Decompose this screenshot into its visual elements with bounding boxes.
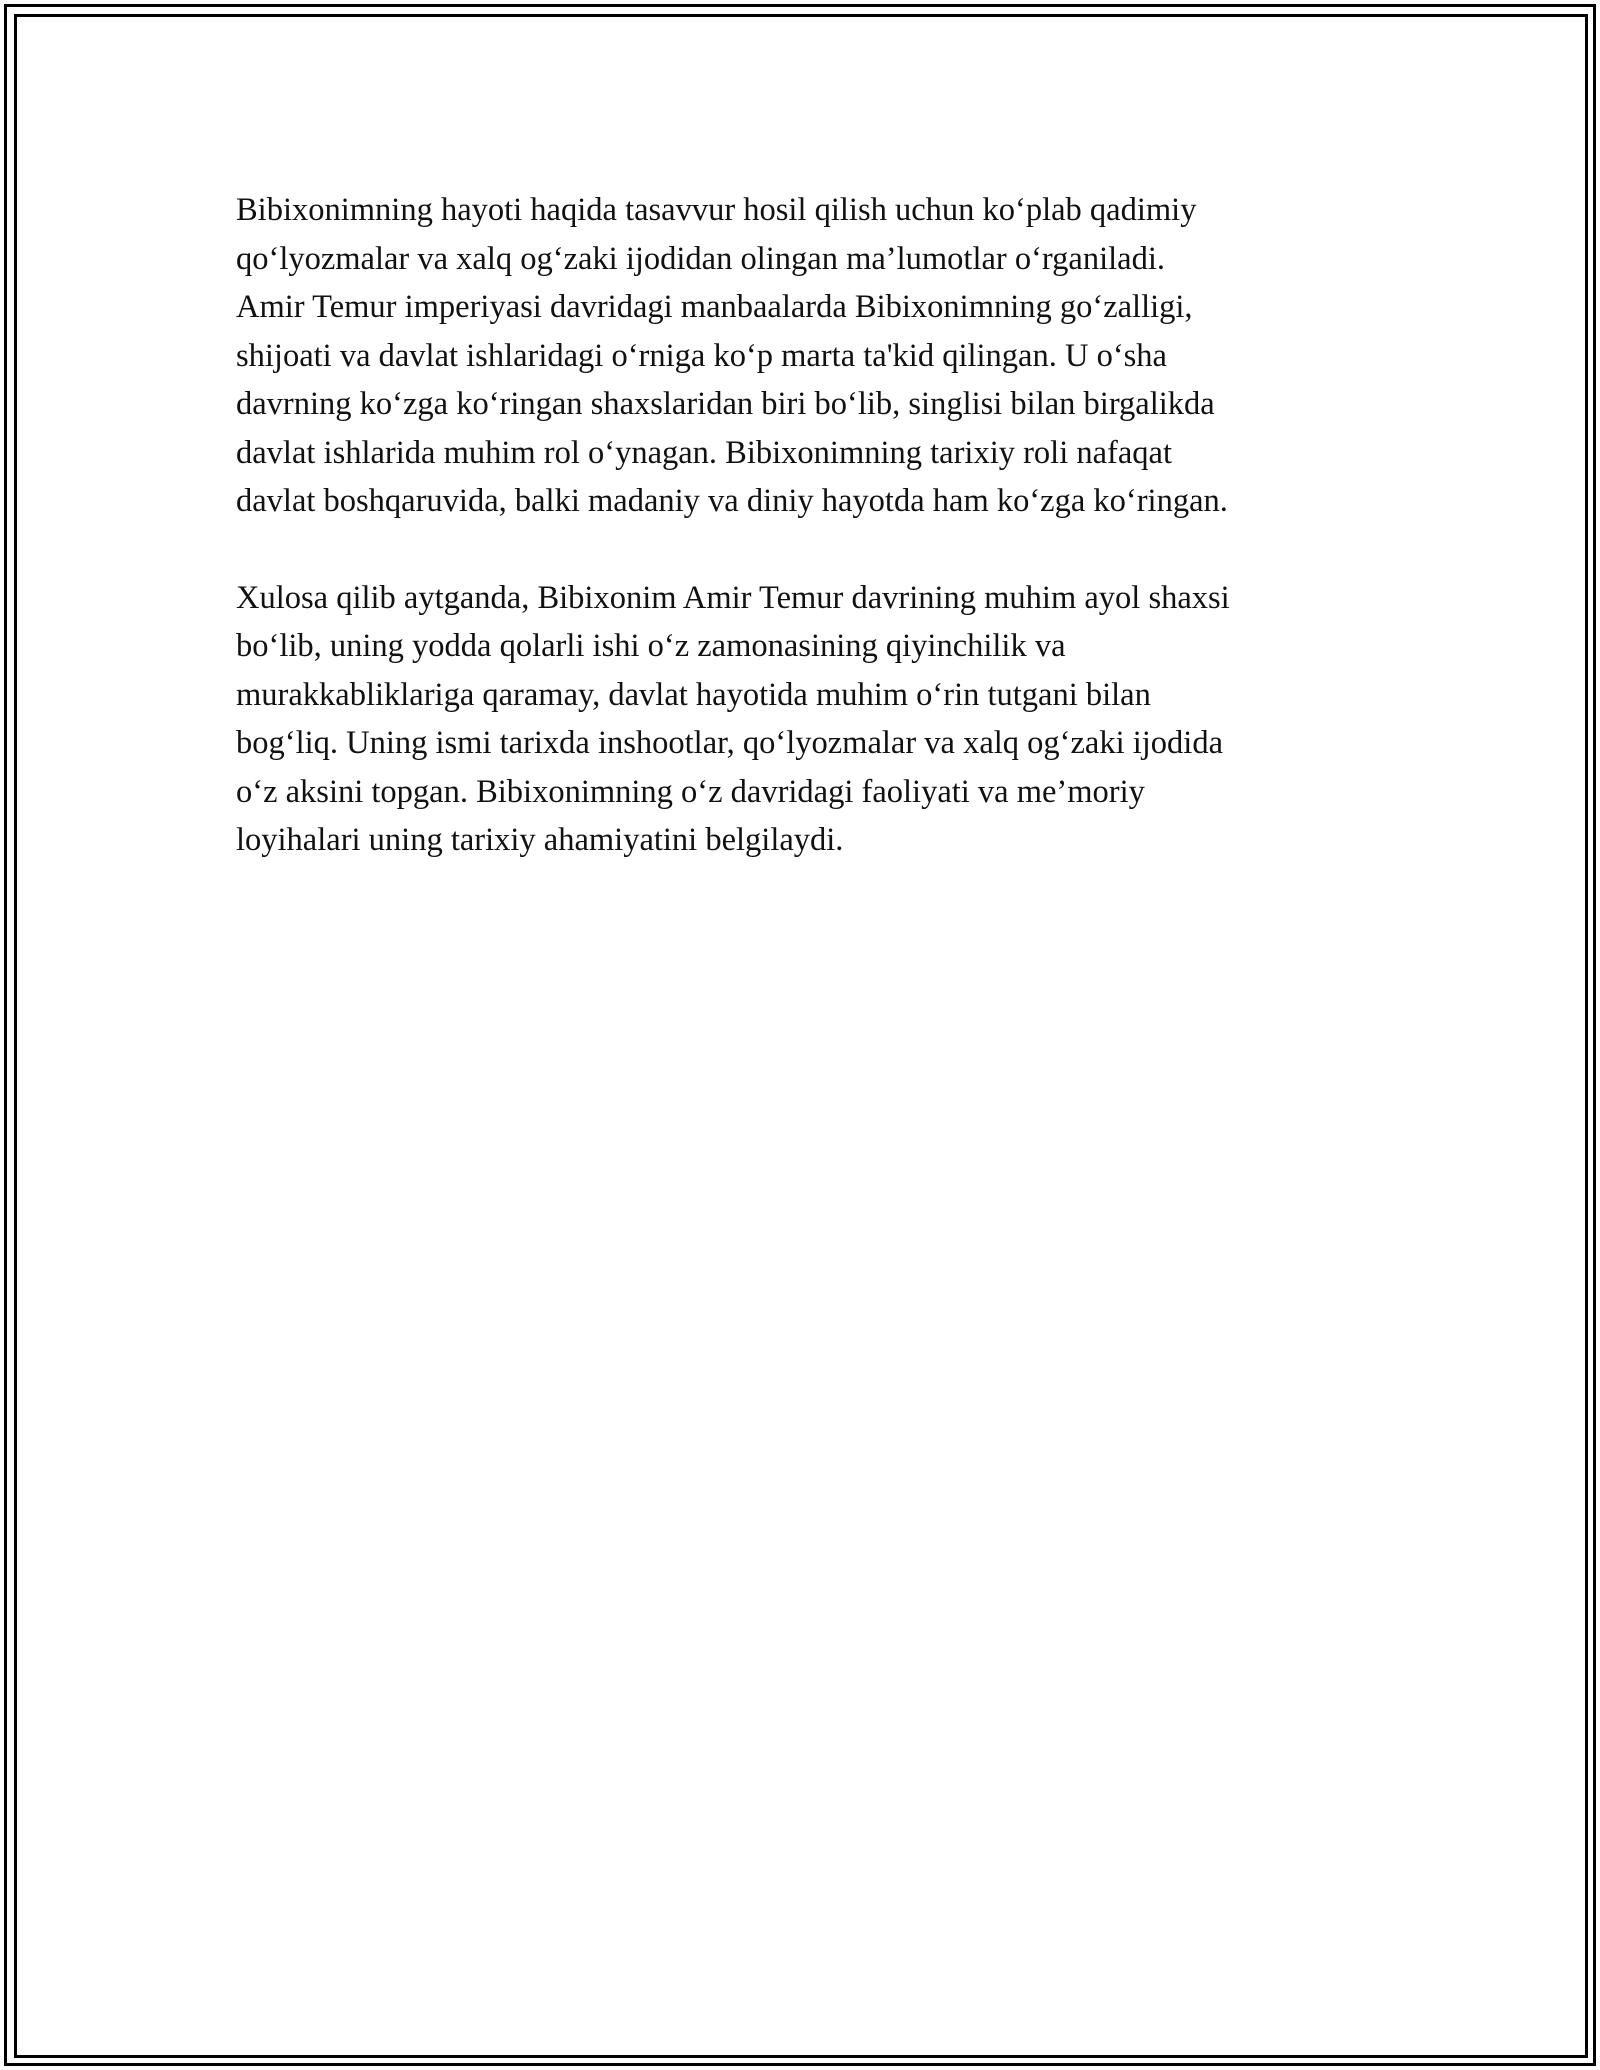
paragraph-2: Xulosa qilib aytganda, Bibixonim Amir Temur davrining muhim ayol shaxsi bo‘lib, uning yodda qolarli ishi o‘z zamonasining qiyinchilik va murakkabliklariga qaramay, davlat hayotida muhim o‘rin tutgani bilan bog‘liq. Uning ismi tarixda inshootlar, qo‘lyozmalar va xalq og‘zaki ijodida o‘z aksini topgan. Bibixonimning o‘z davridagi faoliyati va me’moriy loyihalari uning tarixiy ahamiyatini belgilaydi. bbox=[236, 579, 1230, 858]
document-body bbox=[236, 186, 1386, 913]
paragraph-1: Bibixonimning hayoti haqida tasavvur hosil qilish uchun ko‘plab qadimiy qo‘lyozmalar va xalq og‘zaki ijodidan olingan ma’lumotlar o‘rganiladi. Amir Temur imperiyasi davridagi manbaalarda Bibixonimning go‘zalligi, shijoati va davlat ishlaridagi o‘rniga ko‘p marta ta'kid qilingan. U o‘sha davrning ko‘zga ko‘ringan shaxslaridan biri bo‘lib, singlisi bilan birgalikda davlat ishlarida muhim rol o‘ynagan. Bibixonimning tarixiy roli nafaqat davlat boshqaruvida, balki madaniy va diniy hayotda ham ko‘zga ko‘ringan. bbox=[236, 192, 1228, 519]
